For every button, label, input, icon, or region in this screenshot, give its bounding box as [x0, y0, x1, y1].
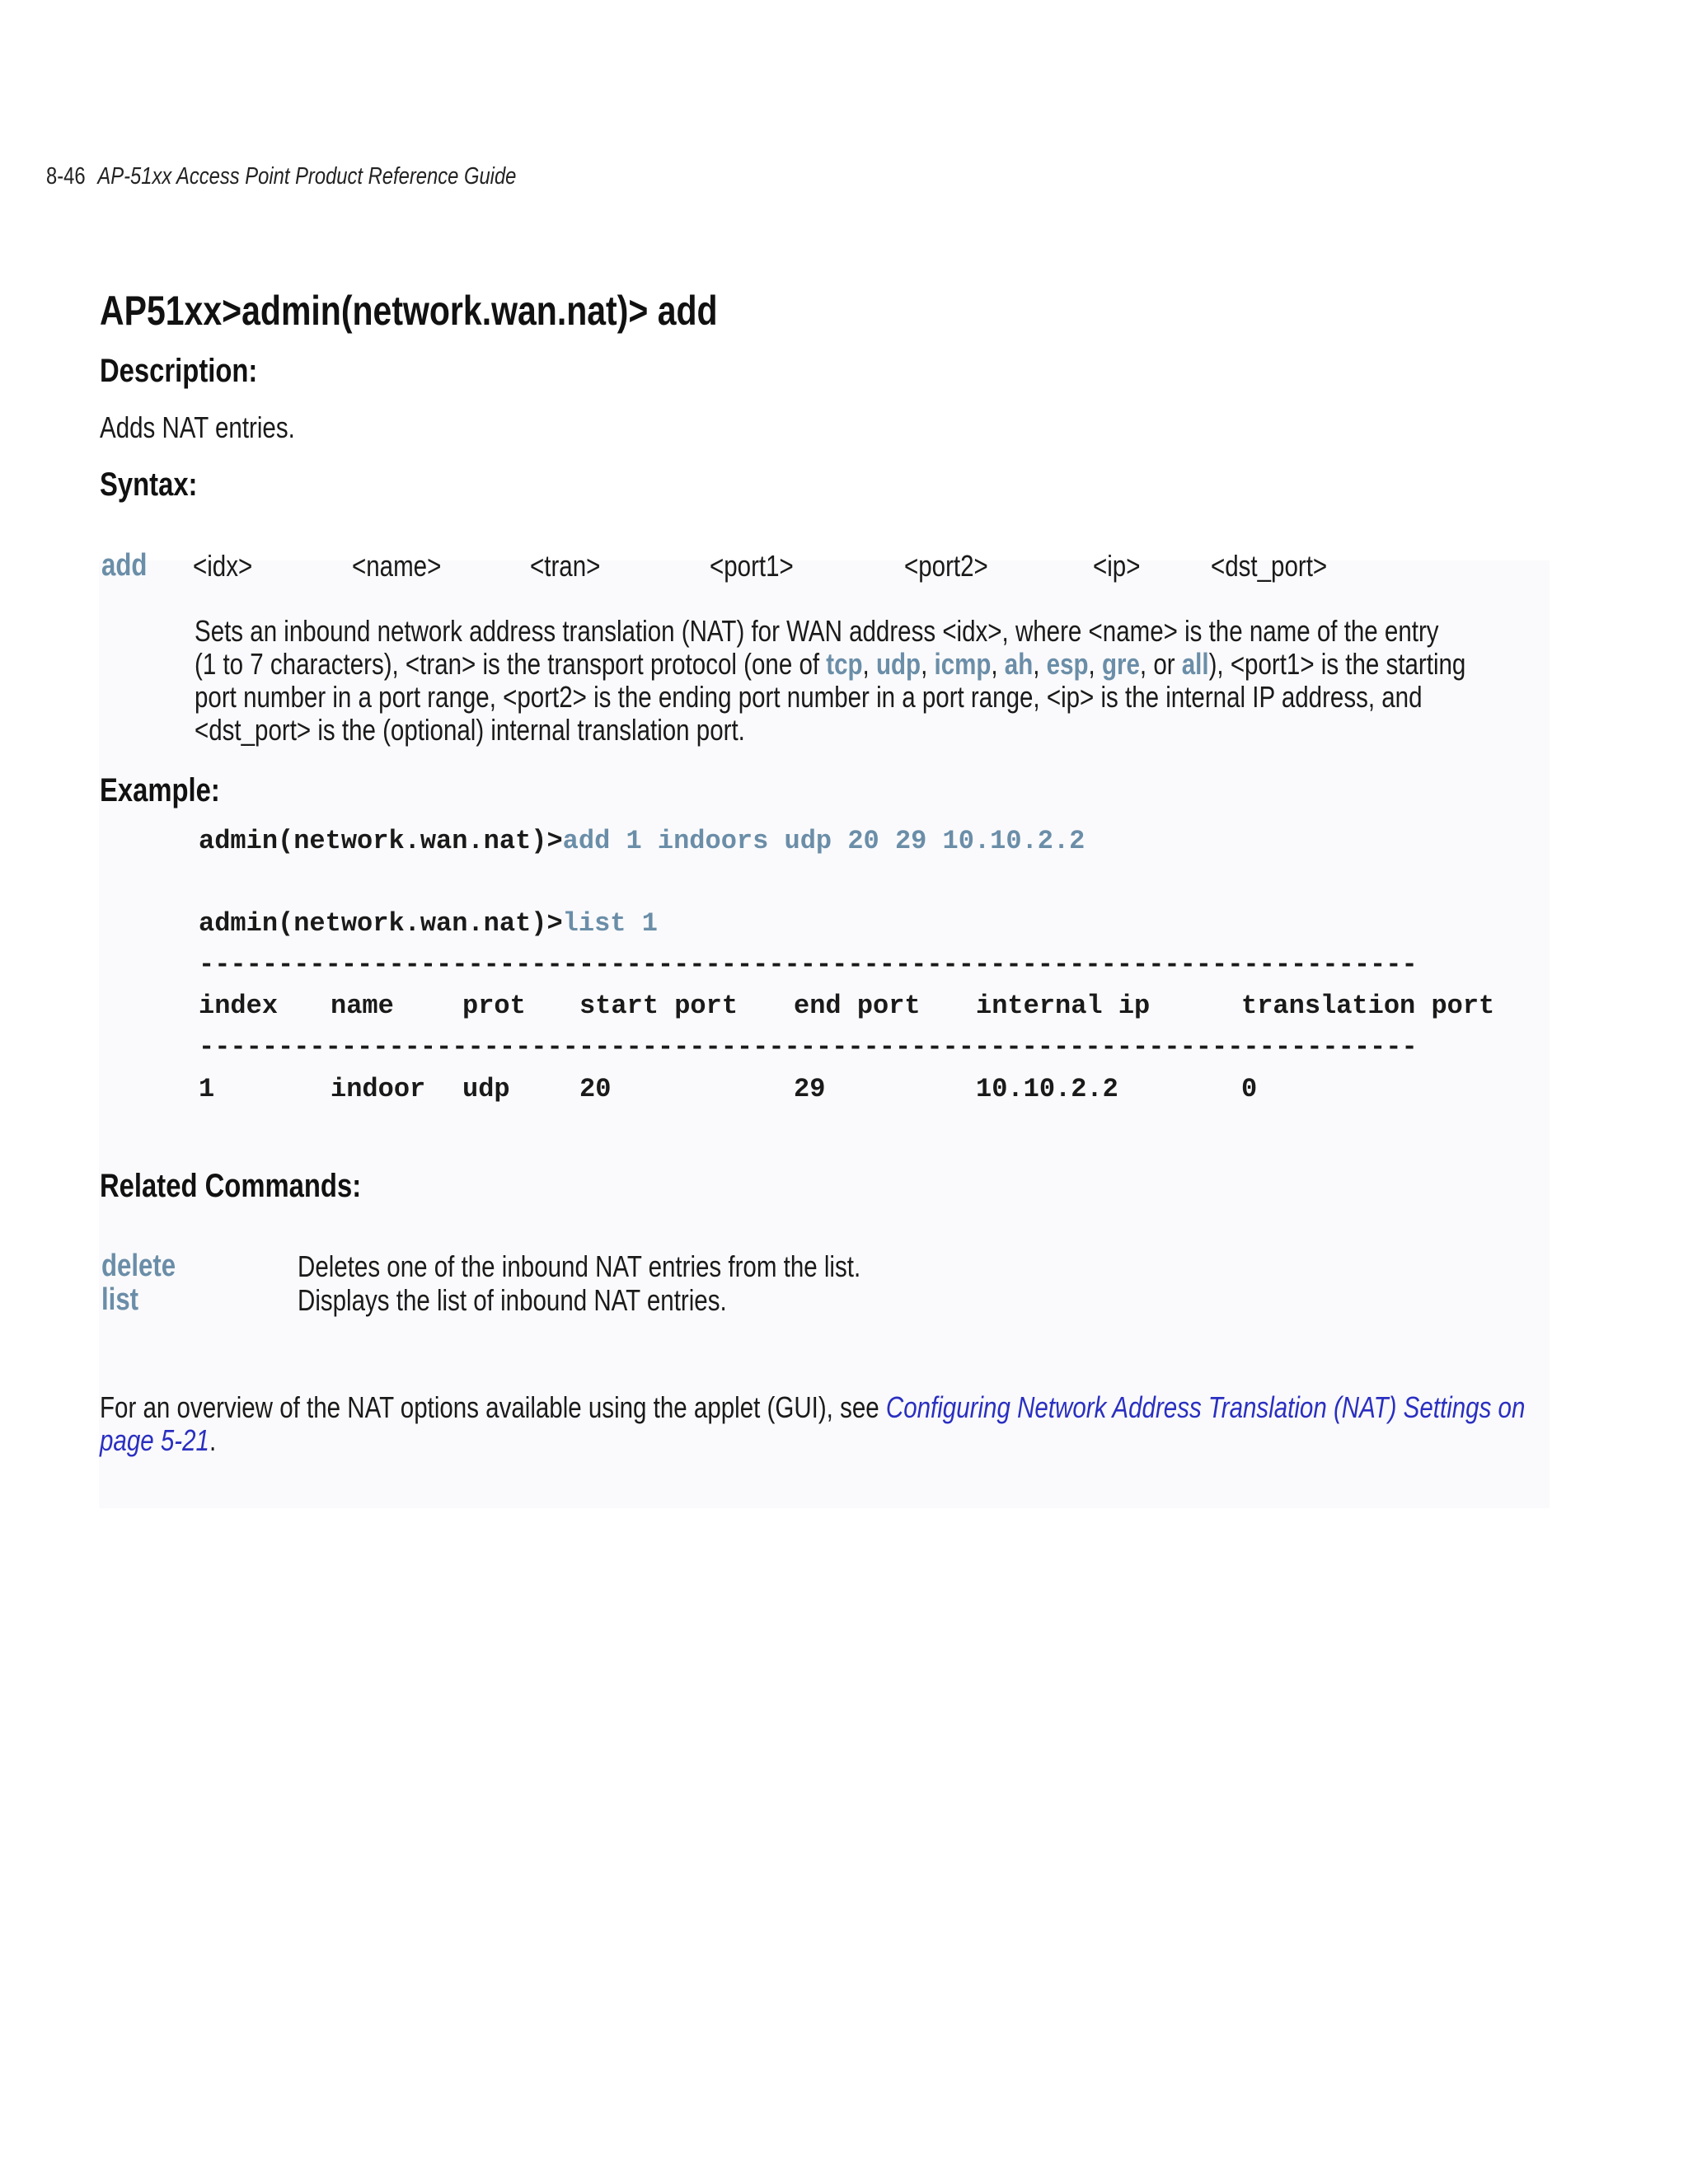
table-cell-prot: udp	[462, 1074, 510, 1104]
syntax-desc-line-3: port number in a port range, <port2> is the ending port number in a port range, <ip> is the internal IP address, and	[195, 680, 1423, 714]
syntax-desc-line-2-end: ), <port1> is the starting	[1208, 647, 1466, 681]
protocol-gre: gre	[1101, 647, 1140, 681]
syntax-desc-line-4: <dst_port> is the (optional) internal translation port.	[195, 713, 745, 747]
table-header-internal-ip: internal ip	[976, 991, 1151, 1021]
protocol-esp: esp	[1046, 647, 1089, 681]
table-cell-internal-ip: 10.10.2.2	[976, 1074, 1118, 1104]
syntax-arg-ip: <ip>	[1093, 549, 1141, 583]
syntax-desc-line-2	[195, 648, 1465, 681]
overview-end: .	[209, 1423, 217, 1457]
example-heading: Example:	[100, 772, 220, 808]
related-command-delete[interactable]: delete	[101, 1249, 176, 1283]
table-rule-bottom: -----------------------------------------------------------------------------	[199, 1032, 1418, 1062]
syntax-command[interactable]: add	[101, 548, 148, 583]
table-rule-top: -----------------------------------------------------------------------------	[199, 949, 1418, 980]
table-header-end-port: end port	[794, 991, 921, 1021]
related-command-delete-desc: Deletes one of the inbound NAT entries from the list.	[298, 1249, 861, 1283]
typed-command-list: list 1	[562, 908, 658, 939]
separator: ,	[921, 647, 935, 681]
protocol-tcp: tcp	[826, 647, 863, 681]
description-heading: Description:	[100, 353, 258, 389]
syntax-description	[195, 615, 1465, 747]
overview-text: For an overview of the NAT options available using the applet (GUI), see	[100, 1390, 886, 1424]
nat-settings-link[interactable]: Configuring Network Address Translation (NAT) Settings on	[885, 1390, 1526, 1424]
nat-settings-link-page[interactable]: page 5-21	[100, 1423, 209, 1457]
table-cell-translation-port: 0	[1241, 1074, 1258, 1104]
example-command-1	[199, 826, 1085, 856]
protocol-udp: udp	[875, 647, 921, 681]
typed-command-add: add 1 indoors udp 20 29 10.10.2.2	[562, 826, 1085, 856]
running-header	[46, 163, 516, 190]
overview-paragraph	[100, 1391, 1525, 1457]
syntax-arg-port1: <port1>	[710, 549, 794, 583]
table-cell-index: 1	[199, 1074, 215, 1104]
example-command-2	[199, 908, 658, 939]
syntax-heading: Syntax:	[100, 466, 198, 503]
related-commands-heading: Related Commands:	[100, 1168, 362, 1204]
protocol-ah: ah	[1004, 647, 1034, 681]
guide-title: AP-51xx Access Point Product Reference Guide	[97, 163, 517, 190]
table-header-translation-port: translation port	[1241, 991, 1495, 1021]
separator: ,	[991, 647, 1005, 681]
syntax-arg-tran: <tran>	[530, 549, 601, 583]
table-cell-end-port: 29	[794, 1074, 826, 1104]
table-header-index: index	[199, 991, 279, 1021]
separator: ,	[1088, 647, 1102, 681]
prompt: admin(network.wan.nat)>	[199, 826, 563, 856]
related-command-list-desc: Displays the list of inbound NAT entries.	[298, 1283, 727, 1317]
syntax-arg-dst-port: <dst_port>	[1211, 549, 1328, 583]
description-text: Adds NAT entries.	[100, 410, 295, 444]
page-number: 8-46	[46, 163, 86, 190]
table-header-start-port: start port	[579, 991, 738, 1021]
syntax-desc-line-2-start: (1 to 7 characters), <tran> is the transport protocol (one of	[195, 647, 827, 681]
prompt: admin(network.wan.nat)>	[199, 908, 563, 939]
table-header-name: name	[331, 991, 394, 1021]
or-separator: , or	[1139, 647, 1182, 681]
protocol-all: all	[1181, 647, 1209, 681]
command-title: AP51xx>admin(network.wan.nat)> add	[100, 288, 718, 334]
protocol-icmp: icmp	[934, 647, 992, 681]
syntax-arg-port2: <port2>	[904, 549, 988, 583]
related-command-list[interactable]: list	[101, 1282, 139, 1317]
table-cell-start-port: 20	[579, 1074, 612, 1104]
table-cell-name: indoor	[331, 1074, 426, 1104]
table-header-prot: prot	[462, 991, 526, 1021]
separator: ,	[1033, 647, 1047, 681]
separator: ,	[862, 647, 876, 681]
syntax-arg-idx: <idx>	[193, 549, 253, 583]
syntax-desc-line-1: Sets an inbound network address translation (NAT) for WAN address <idx>, where <name> is the name of the entry	[195, 614, 1439, 648]
syntax-arg-name: <name>	[352, 549, 442, 583]
